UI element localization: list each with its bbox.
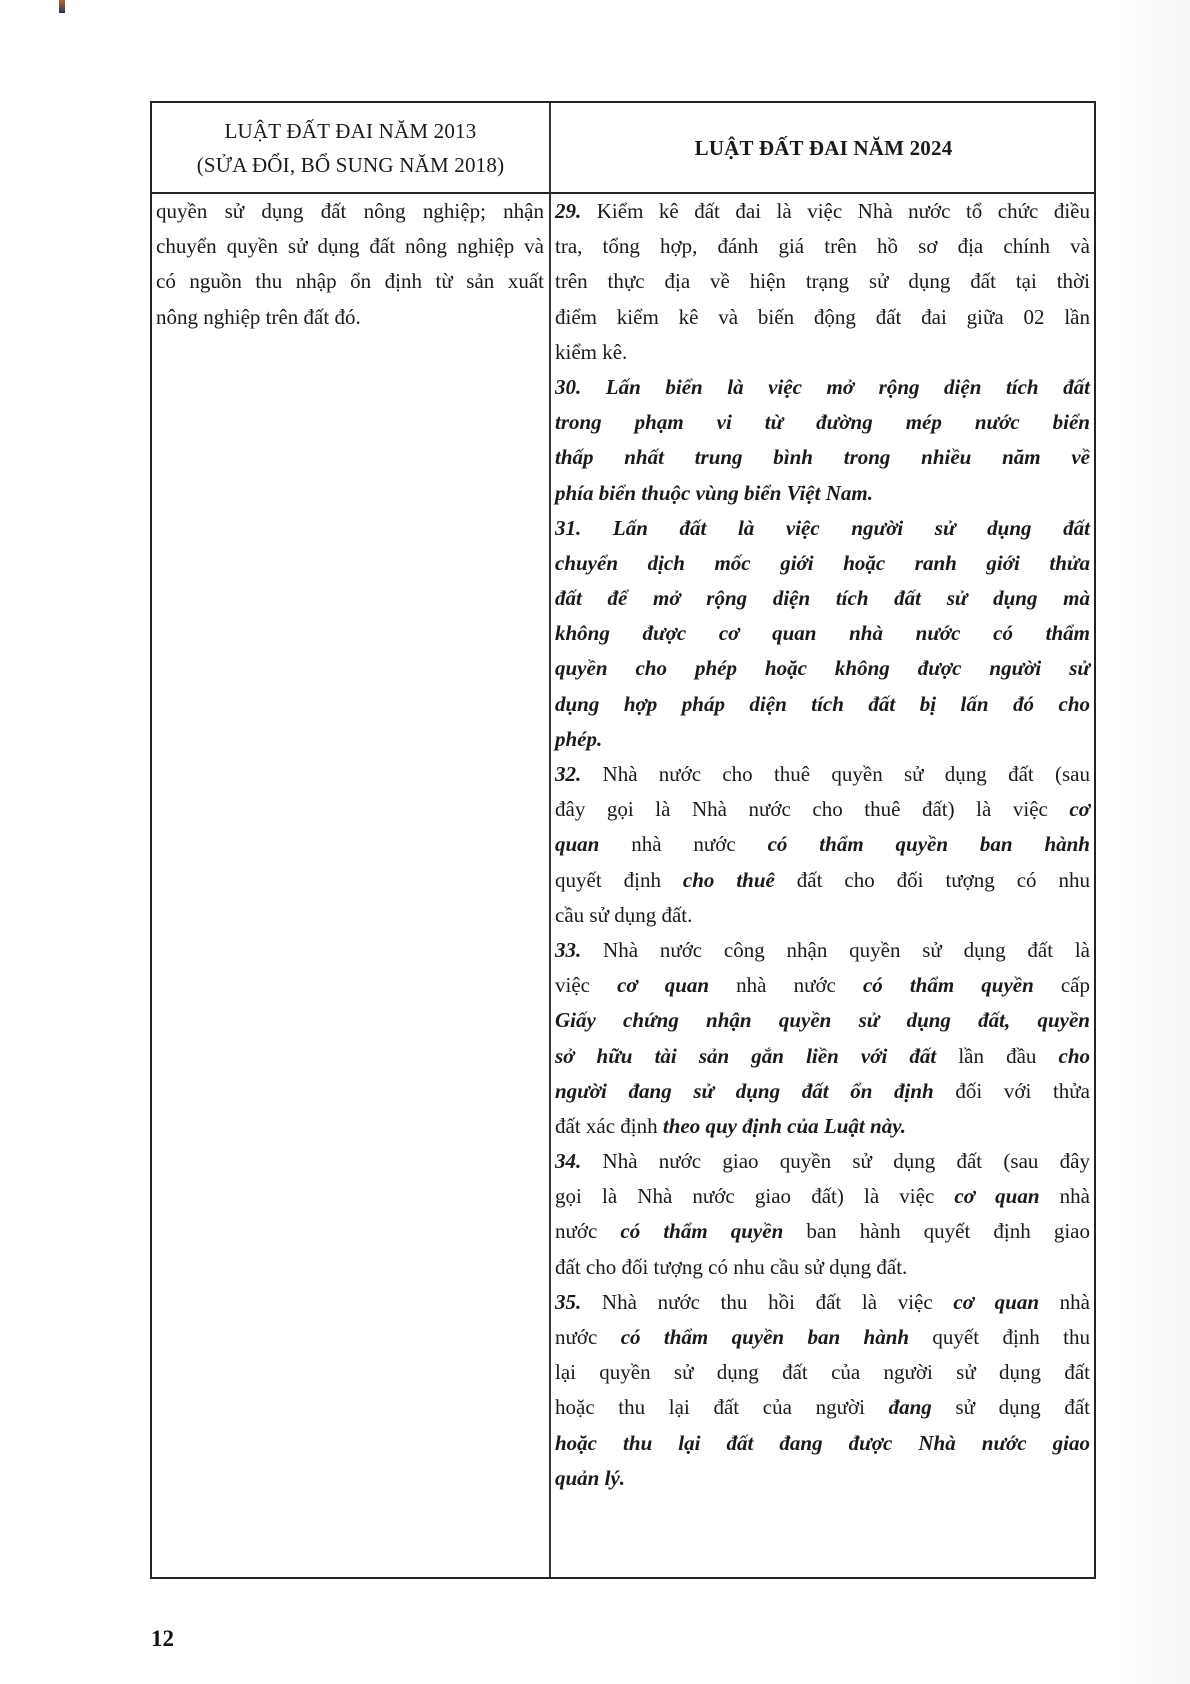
text-line [555, 1320, 1090, 1355]
emphasized-text: cơ [1069, 797, 1090, 822]
article-clause-number: 32. [555, 762, 582, 786]
emphasized-text: đang [888, 1395, 932, 1420]
emphasized-text: dụng hợp pháp diện tích đất bị lấn đó cho [555, 691, 1090, 716]
scan-artifact [59, 0, 65, 13]
column-divider [549, 103, 551, 1577]
article-clause-number: 29. [555, 199, 582, 223]
text-run: nước [555, 1325, 621, 1349]
emphasized-text: có thẩm quyền [620, 1219, 784, 1244]
text-line [555, 1003, 1090, 1038]
text-line [555, 229, 1090, 264]
emphasized-text: 31. Lấn đất là việc người sử dụng đất [555, 515, 1090, 540]
text-run: lần đầu [936, 1043, 1059, 1068]
text-run: đây gọi là Nhà nước cho thuê đất) là việc [555, 797, 1070, 822]
emphasized-text: chuyển dịch mốc giới hoặc ranh giới thửa [555, 550, 1090, 575]
text-line: quyền sử dụng đất nông nghiệp; nhận [156, 199, 544, 223]
text-line [555, 1109, 1090, 1144]
text-run: cầu sử dụng đất. [555, 902, 693, 927]
text-run: gọi là Nhà nước giao đất) là việc [555, 1184, 955, 1209]
text-run: nước [555, 1219, 621, 1244]
text-run: kiểm kê. [555, 339, 628, 364]
text-line [555, 581, 1090, 616]
emphasized-text: sở hữu tài sản gắn liền với đất [555, 1043, 937, 1068]
text-line [555, 863, 1090, 898]
text-line [555, 1426, 1090, 1461]
text-run: nhà nước [709, 973, 863, 998]
emphasized-text: thấp nhất trung bình trong nhiều năm về [555, 445, 1090, 470]
emphasized-text: 30. Lấn biển là việc mở rộng diện tích đất [555, 374, 1090, 399]
text-line [555, 792, 1090, 827]
text-line [555, 440, 1090, 475]
text-line: có nguồn thu nhập ổn định từ sản xuất [156, 269, 544, 294]
text-line [555, 300, 1090, 335]
text-run: quyết định thu [909, 1325, 1090, 1349]
text-line [555, 405, 1090, 440]
emphasized-text: cho thuê [682, 867, 775, 892]
emphasized-text: người đang sử dụng đất ổn định [555, 1078, 934, 1103]
text-line [555, 1214, 1090, 1249]
text-line [555, 546, 1090, 581]
text-line [555, 1390, 1090, 1425]
text-run: trên thực địa về hiện trạng sử dụng đất tại thời [555, 269, 1090, 294]
page-number: 12 [151, 1626, 174, 1651]
text-run: nhà nước [599, 832, 768, 857]
text-run: đất cho đối tượng có nhu cầu sử dụng đất. [555, 1254, 908, 1279]
text-line: nông nghiệp trên đất đó. [156, 304, 361, 329]
emphasized-text: quan [555, 832, 600, 857]
page-edge-shadow [1118, 0, 1190, 1684]
emphasized-text: hoặc thu lại đất đang được Nhà nước giao [555, 1430, 1090, 1455]
text-line [555, 827, 1090, 862]
emphasized-text: quyền cho phép hoặc không được người sử [555, 656, 1090, 681]
emphasized-text: cơ quan [954, 1184, 1040, 1209]
right-column-2024-text [555, 194, 1090, 1496]
text-line [555, 1355, 1090, 1390]
emphasized-text: đất để mở rộng diện tích đất sử dụng mà [555, 586, 1090, 611]
text-line [555, 898, 1090, 933]
text-line [555, 1285, 1090, 1320]
text-run: nhà [1039, 1289, 1090, 1314]
text-run: điểm kiểm kê và biến động đất đai giữa 02 lần [555, 304, 1090, 329]
text-line [555, 476, 1090, 511]
text-line [555, 370, 1090, 405]
text-line [555, 933, 1090, 968]
text-line [555, 194, 1090, 229]
header-2013-title: LUẬT ĐẤT ĐAI NĂM 2013 [224, 118, 477, 143]
text-line [555, 1250, 1090, 1285]
emphasized-text: phía biển thuộc vùng biển Việt Nam. [555, 480, 873, 505]
text-line [555, 335, 1090, 370]
text-line [555, 1179, 1090, 1214]
text-line [555, 1461, 1090, 1496]
text-line [555, 1074, 1090, 1109]
emphasized-text: phép. [555, 726, 603, 751]
text-line [555, 616, 1090, 651]
emphasized-text: cơ quan [617, 973, 710, 998]
text-line [555, 651, 1090, 686]
text-line [555, 1144, 1090, 1179]
header-cell-2013-law [152, 103, 549, 192]
text-run: tra, tổng hợp, đánh giá trên hồ sơ địa chính và [555, 234, 1090, 259]
text-run: Nhà nước giao quyền sử dụng đất (sau đây [581, 1149, 1090, 1174]
text-run: lại quyền sử dụng đất của người sử dụng đất [555, 1360, 1090, 1385]
emphasized-text: cho [1058, 1043, 1090, 1068]
text-run: ban hành quyết định giao [783, 1219, 1091, 1244]
left-column-2013-text [156, 194, 544, 335]
text-line [555, 264, 1090, 299]
header-2024-title: LUẬT ĐẤT ĐAI NĂM 2024 [694, 135, 953, 160]
text-line [555, 687, 1090, 722]
emphasized-text: có thẩm quyền ban hành [620, 1325, 910, 1349]
text-run: Nhà nước công nhận quyền sử dụng đất là [581, 937, 1090, 962]
emphasized-text: trong phạm vi từ đường mép nước biển [555, 410, 1090, 435]
text-run: việc [555, 973, 618, 998]
text-run: Nhà nước thu hồi đất là việc [581, 1289, 954, 1314]
text-run: đất cho đối tượng có nhu [774, 867, 1090, 892]
header-cell-2024-law [551, 103, 1096, 192]
table-header-row [152, 103, 1094, 194]
emphasized-text: không được cơ quan nhà nước có thẩm [555, 621, 1090, 646]
article-clause-number: 33. [555, 937, 582, 962]
text-line [555, 1039, 1090, 1074]
text-line: chuyển quyền sử dụng đất nông nghiệp và [156, 234, 544, 259]
emphasized-text: theo quy định của Luật này. [662, 1113, 906, 1138]
text-run: cấp [1033, 973, 1090, 998]
text-run: hoặc thu lại đất của người [555, 1395, 889, 1420]
text-run: đối với thửa [933, 1078, 1090, 1103]
header-2013-subtitle: (SỬA ĐỔI, BỔ SUNG NĂM 2018) [196, 152, 505, 177]
text-run: Nhà nước cho thuê quyền sử dụng đất (sau [581, 762, 1090, 786]
article-clause-number: 35. [555, 1289, 582, 1314]
text-run: đất xác định [555, 1113, 663, 1138]
emphasized-text: quản lý. [555, 1465, 626, 1490]
emphasized-text: Giấy chứng nhận quyền sử dụng đất, quyền [555, 1008, 1090, 1033]
text-line [555, 968, 1090, 1003]
emphasized-text: có thẩm quyền [862, 973, 1034, 998]
emphasized-text: có thẩm quyền ban hành [767, 832, 1090, 857]
text-line [555, 722, 1090, 757]
article-clause-number: 34. [555, 1149, 582, 1174]
emphasized-text: cơ quan [953, 1289, 1039, 1314]
text-run: quyết định [555, 867, 683, 892]
text-run: Kiểm kê đất đai là việc Nhà nước tổ chức điều [581, 199, 1090, 223]
text-run: sử dụng đất [931, 1395, 1090, 1420]
comparison-table [150, 101, 1096, 1579]
text-line [555, 757, 1090, 792]
text-run: nhà [1039, 1184, 1091, 1209]
text-line [555, 511, 1090, 546]
